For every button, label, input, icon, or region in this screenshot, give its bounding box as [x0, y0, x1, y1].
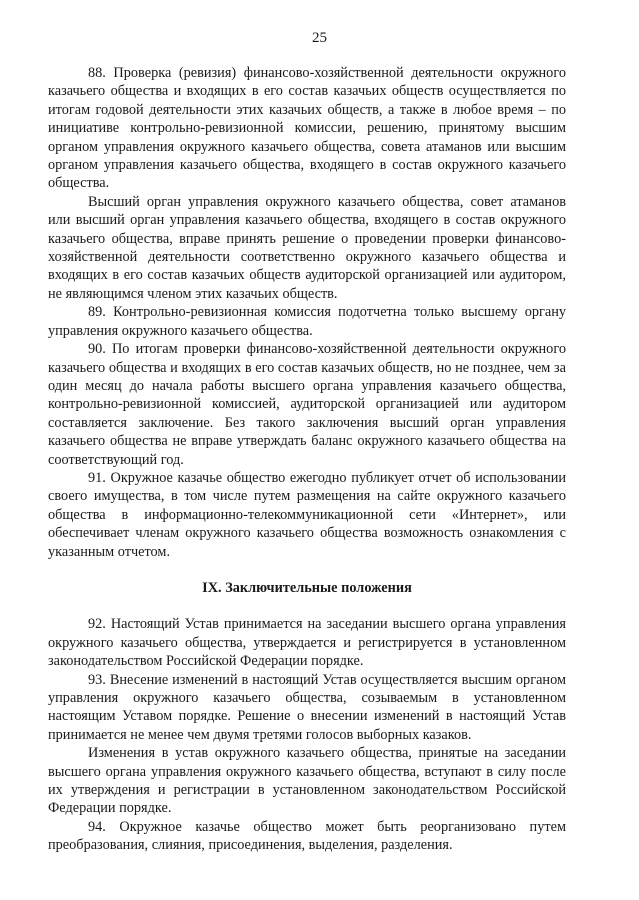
paragraph-92: 92. Настоящий Устав принимается на заседании высшего органа управления окружного казачьего общества, утверждается и регистрируется в установленном законодательством Российской Федерации порядке.: [48, 616, 566, 670]
paragraph-88-continued: Высший орган управления окружного казачьего общества, совет атаманов или высший орган управления казачьего общества, входящего в состав окружного казачьего общества, вправе принять решение о проведении проверки финансово-хозяйственной деятельности соответственно окружного казачьего общества и входящих в его состав казачьих обществ аудиторской организацией или аудитором, не являющимся членом этих казачьих обществ.: [48, 193, 566, 302]
document-body: [48, 64, 566, 855]
paragraph-94: 94. Окружное казачье общество может быть реорганизовано путем преобразования, слияния, присоединения, выделения, разделения.: [48, 818, 566, 854]
paragraph-88: 88. Проверка (ревизия) финансово-хозяйственной деятельности окружного казачьего общества и входящих в его состав казачьих обществ осуществляется по итогам годовой деятельности этих казачьих обществ, а также в любое время – по инициативе контрольно-ревизионной комиссии, решению, принятому высшим органом управления окружного казачьего общества, совета атаманов или высшим органом управления казачьего общества, входящего в состав окружного казачьего общества.: [48, 65, 566, 192]
paragraph-90: 90. По итогам проверки финансово-хозяйственной деятельности окружного казачьего общества и входящих в его состав казачьих обществ, но не позднее, чем за один месяц до начала работы высшего органа управления казачьего общества, контрольно-ревизионной комиссией, аудиторской организацией или аудитором составляется заключение. Без такого заключения высший орган управления казачьего общества не вправе утверждать баланс окружного казачьего общества на соответствующий год.: [48, 341, 566, 468]
page-number: 25: [312, 30, 327, 46]
paragraph-89: 89. Контрольно-ревизионная комиссия подотчетна только высшему органу управления окружного казачьего общества.: [48, 304, 566, 339]
paragraph-91: 91. Окружное казачье общество ежегодно публикует отчет об использовании своего имущества, в том числе путем размещения на сайте окружного казачьего общества в информационно-телекоммуникационной сети «Интернет», или обеспечивает членам окружного казачьего общества возможность ознакомления с указанным отчетом.: [48, 469, 566, 560]
paragraph-93: 93. Внесение изменений в настоящий Устав осуществляется высшим органом управления окружного казачьего общества, созываемым в установленном настоящим Уставом порядке. Решение о внесении изменений в настоящий Устав принимается не менее чем двумя третями голосов выборных казаков.: [48, 671, 566, 743]
section-title: IX. Заключительные положения: [202, 579, 412, 596]
paragraph-93-continued: Изменения в устав окружного казачьего общества, принятые на заседании высшего органа управления окружного казачьего общества, вступают в силу после их утверждения и регистрации в установленном законодательством Российской Федерации порядке.: [48, 745, 566, 817]
